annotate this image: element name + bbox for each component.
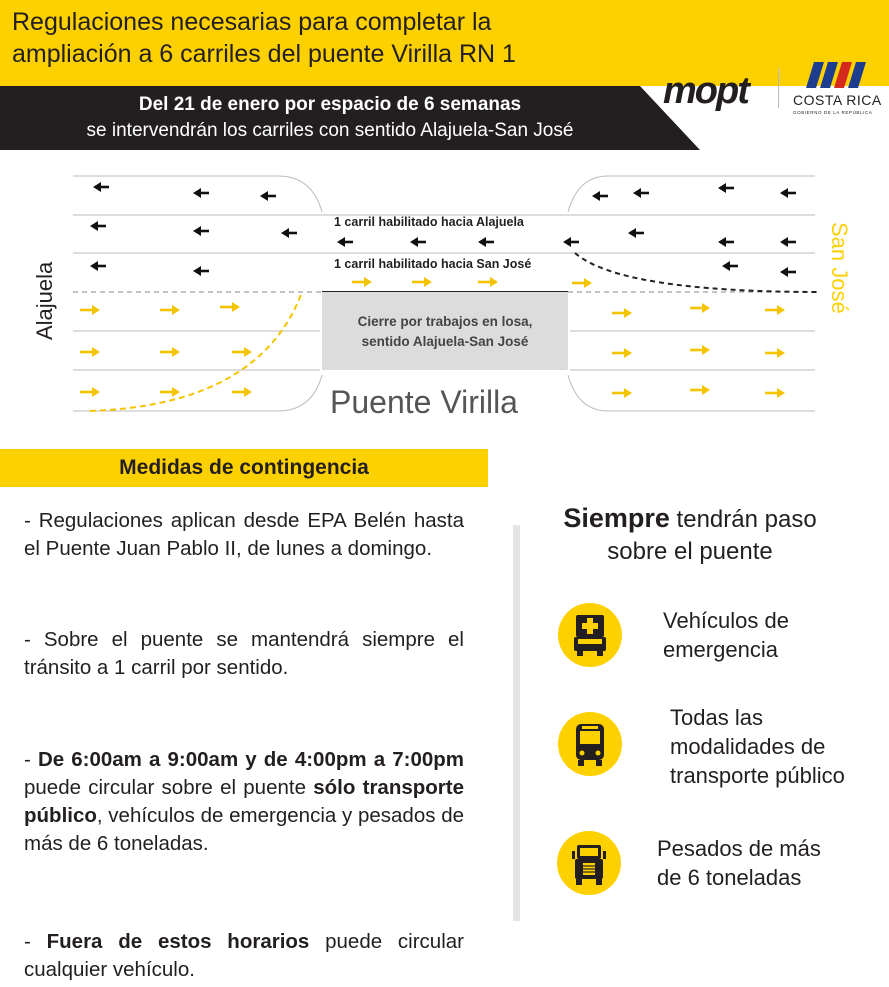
city-label-san-jose — [820, 220, 860, 340]
p3-schedule: De 6:00am a 9:00am y de 4:00pm a 7:00pm — [37, 748, 464, 771]
category-public-transport — [670, 703, 845, 790]
p4-text: puede circular cualquier vehículo. — [24, 930, 464, 981]
closure-line-1: Cierre por trabajos en losa, — [357, 314, 533, 329]
p4-dash: - — [24, 930, 47, 953]
category-emergency-line-2: emergencia — [663, 637, 778, 662]
government-label: GOBIERNO DE LA REPÚBLICA — [793, 110, 873, 115]
always-heading — [520, 502, 860, 568]
always-rest: tendrán paso — [669, 506, 817, 533]
title-line-1: Regulaciones necesarias para completar la — [12, 8, 492, 36]
lane-diagram — [0, 160, 889, 420]
subtitle-line-2: se intervendrán los carriles con sentido Alajuela-San José — [86, 120, 574, 141]
category-heavy-vehicles — [657, 834, 821, 892]
measure-paragraph-3 — [24, 746, 464, 858]
always-line-2: sobre el puente — [607, 538, 773, 565]
panel-divider — [513, 525, 520, 921]
lane-label-to-alajuela: 1 carril habilitado hacia Alajuela — [334, 215, 524, 229]
alajuela-text: Alajuela — [32, 261, 57, 340]
always-strong: Siempre — [563, 503, 670, 533]
closure-label — [322, 312, 568, 352]
contingency-title: Medidas de contingencia — [119, 456, 369, 479]
p3-public-transport: sólo transporte público — [24, 776, 464, 827]
ambulance-icon — [558, 603, 622, 667]
category-heavy-line-2: de 6 toneladas — [657, 865, 802, 890]
measure-paragraph-4 — [24, 928, 464, 984]
p3-dash: - — [24, 748, 38, 771]
bus-icon — [558, 712, 622, 776]
category-emergency-line-1: Vehículos de — [663, 608, 789, 633]
city-label-alajuela — [24, 242, 64, 342]
costa-rica-label: COSTA RICA — [793, 92, 882, 108]
bridge-name: Puente Virilla — [330, 384, 518, 420]
p3-text-1: puede circular sobre el puente — [24, 776, 314, 799]
category-emergency — [663, 606, 789, 664]
title-line-2: ampliación a 6 carriles del puente Virilla RN 1 — [12, 40, 516, 68]
category-public-transport-line-1: Todas las — [670, 705, 763, 730]
san-jose-text: San José — [827, 222, 852, 314]
category-heavy-line-1: Pesados de más — [657, 836, 821, 861]
logo-divider — [778, 68, 779, 108]
p4-off-hours: Fuera de estos horarios — [46, 930, 310, 953]
category-public-transport-line-2: modalidades de — [670, 734, 826, 759]
costa-rica-flag-icon — [806, 60, 872, 90]
measure-paragraph-2: - Sobre el puente se mantendrá siempre el tránsito a 1 carril por sentido. — [24, 628, 464, 679]
page-title — [12, 6, 652, 70]
measure-paragraph-1: - Regulaciones aplican desde EPA Belén hasta el Puente Juan Pablo II, de lunes a domingo. — [24, 509, 464, 560]
closure-line-2: sentido Alajuela-San José — [361, 334, 529, 349]
subtitle-line-1: Del 21 de enero por espacio de 6 semanas — [138, 94, 522, 115]
category-public-transport-line-3: transporte público — [670, 763, 845, 788]
p3-text-2: , vehículos de emergencia y pesados de más de 6 toneladas. — [24, 804, 464, 855]
mopt-logo: mopt — [663, 70, 748, 112]
truck-icon — [557, 831, 621, 895]
lane-label-to-san-jose: 1 carril habilitado hacia San José — [334, 257, 532, 271]
